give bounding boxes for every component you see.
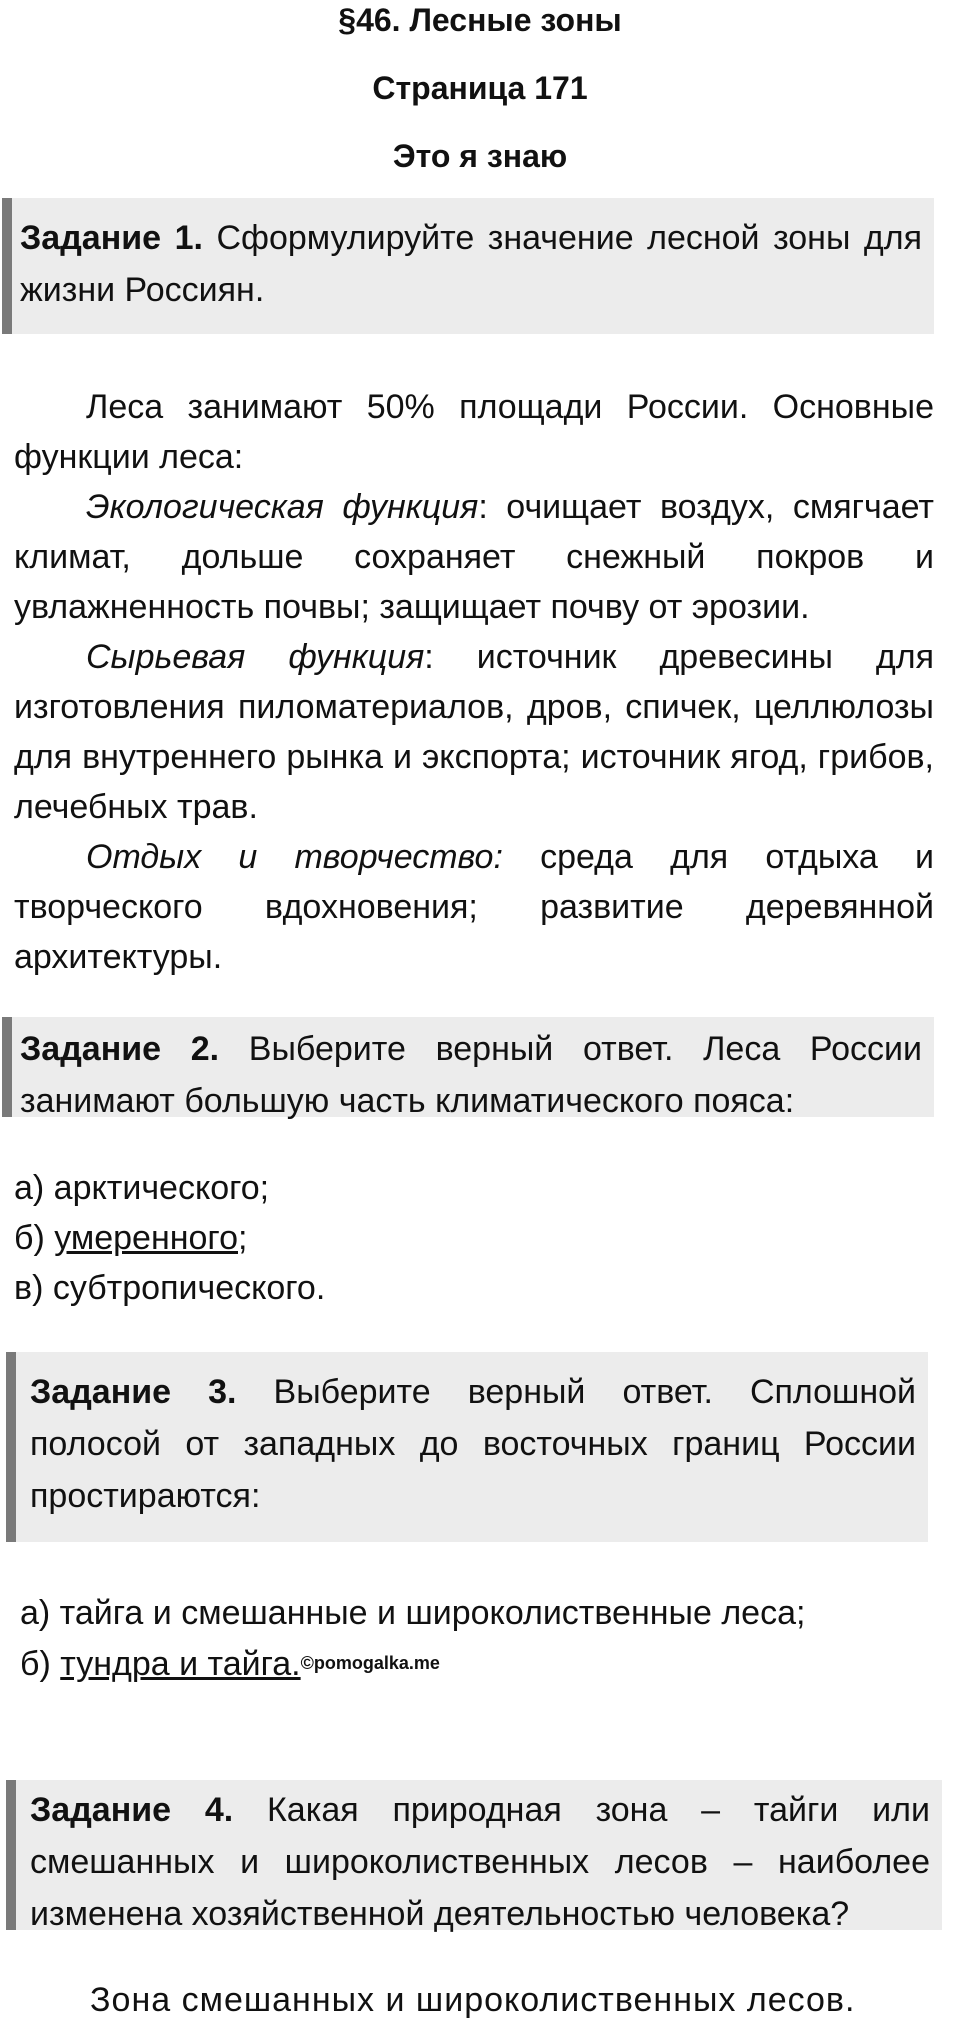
task-2-text: Выберите верный ответ. Леса России занимают большую часть климатического пояса:: [20, 1030, 922, 1120]
task-3-text: Выберите верный ответ. Сплошной полосой от западных до восточных границ России простираются:: [30, 1373, 917, 1515]
section-title: Это я знаю: [392, 138, 568, 174]
answer-1-raw: [14, 632, 934, 832]
task-3-label: Задание 3.: [30, 1373, 237, 1411]
rest-function-text: среда для отдыха и творческого вдохновения; развитие деревянной архитектуры.: [14, 838, 934, 976]
task-2-label: Задание 2.: [20, 1030, 220, 1068]
task-2-box: [2, 1017, 934, 1120]
task-4-box: [6, 1780, 942, 1933]
answer-1-intro: Леса занимают 50% площади России. Основные функции леса:: [14, 388, 934, 476]
option-3b: [20, 1638, 940, 1689]
task-1-label: Задание 1.: [20, 219, 203, 257]
option-3b-answer: тундра и тайга.: [60, 1645, 301, 1683]
task-3-options: [20, 1588, 940, 1689]
answer-1: [14, 382, 934, 982]
task-4-label: Задание 4.: [30, 1791, 234, 1829]
task-2-options: [14, 1163, 934, 1313]
option-3b-prefix: б): [20, 1645, 61, 1683]
option-2b-suffix: ;: [238, 1219, 248, 1257]
page-number: Страница 171: [372, 70, 588, 106]
option-2a: а) арктического;: [14, 1169, 270, 1207]
rest-function-title: Отдых и творчество:: [86, 838, 503, 876]
answer-4-text: Зона смешанных и широколиственных лесов.: [90, 1981, 856, 2019]
task-4-text: Какая природная зона – тайги или смешанных и широколиственных лесов – наиболее изменена хозяйственной деятельностью человека?: [30, 1791, 930, 1933]
answer-1-eco: [14, 482, 934, 632]
option-2b-prefix: б): [14, 1219, 55, 1257]
eco-function-title: Экологическая функция: [86, 488, 479, 526]
answer-4: [20, 1975, 940, 2025]
task-1-box: [2, 198, 934, 334]
option-2b: [14, 1213, 934, 1263]
option-3a: а) тайга и смешанные и широколиственные леса;: [20, 1594, 806, 1632]
watermark: ©pomogalka.me: [300, 1653, 440, 1673]
raw-function-text: : источник древесины для изготовления пиломатериалов, дров, спичек, целлюлозы для внутреннего рынка и экспорта; источник ягод, грибов, лечебных трав.: [14, 638, 934, 826]
eco-function-text: : очищает воздух, смягчает климат, дольше сохраняет снежный покров и увлажненность почвы; защищает почву от эрозии.: [14, 488, 935, 626]
task-1-text: Сформулируйте значение лесной зоны для жизни Россиян.: [20, 219, 922, 309]
option-2b-answer: умеренного: [54, 1219, 238, 1257]
answer-1-rest: [14, 832, 934, 982]
option-2c: в) субтропического.: [14, 1269, 326, 1307]
raw-function-title: Сырьевая функция: [86, 638, 425, 676]
page-title: §46. Лесные зоны: [338, 2, 622, 38]
task-3-box: [6, 1352, 928, 1542]
